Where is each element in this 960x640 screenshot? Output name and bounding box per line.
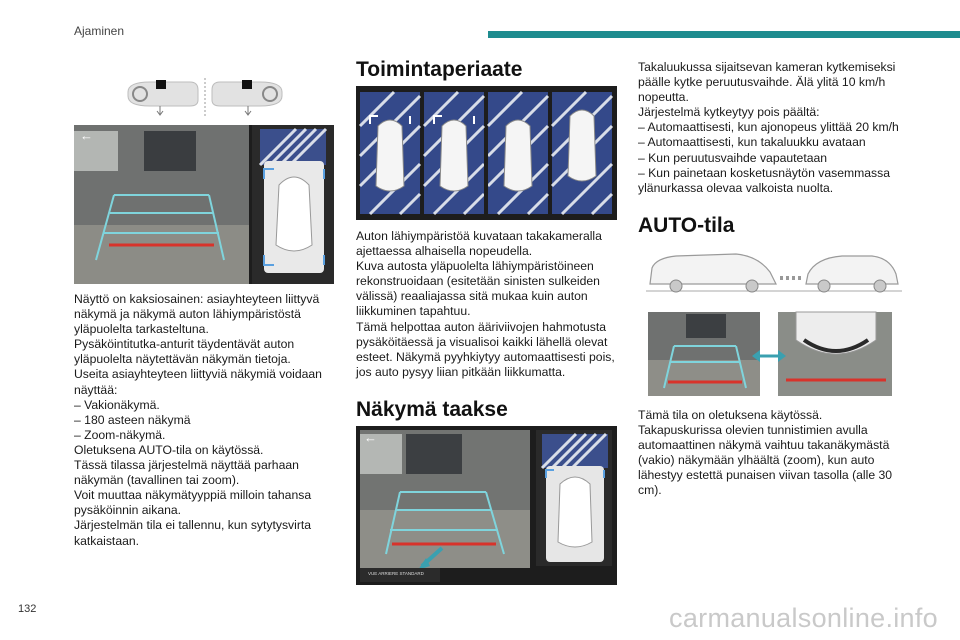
text-line: Kuva autosta yläpuolelta lähiympäristöineen [356, 259, 594, 274]
text-line: Voit muuttaa näkymätyyppiä milloin tahansa [74, 488, 312, 503]
text-line: esteet. Näkymä pyyhkiytyy automaattisesti pois, [356, 349, 615, 364]
col1-text [74, 292, 322, 549]
text-line: Järjestelmä kytkeytyy pois päältä: [638, 105, 820, 120]
rear-view-screen [356, 426, 617, 585]
text-line: Takapuskurissa olevien tunnistimien avulla [638, 423, 868, 438]
text-line: automaattinen näkymä vaihtuu takanäkymästä [638, 438, 890, 453]
text-line: lähestyy estettä punaisen viivan tasolla (alle 30 [638, 468, 893, 483]
text-line: (vakio) näkymään ylhäältä (zoom), kun auto [638, 453, 875, 468]
back-arrow-icon[interactable]: ← [80, 128, 93, 143]
text-line: nopeutta. [638, 90, 689, 105]
text-line: – Zoom-näkymä. [74, 427, 166, 442]
cars-approaching-illustration [646, 248, 902, 294]
auto-mode-screens [646, 310, 894, 398]
heading-toimintaperiaate: Toimintaperiaate [356, 58, 523, 81]
text-line: päälle kytke peruutusvaihde. Älä ylitä 10 km/h [638, 75, 886, 90]
text-line: Takaluukussa sijaitsevan kameran kytkemiseksi [638, 60, 896, 74]
text-line: – Vakionäkymä. [74, 397, 160, 412]
header-accent-bar [488, 31, 960, 38]
text-line: näkymä ja näkymä auton lähiympäristöstä [74, 307, 301, 322]
heading-auto-tila: AUTO-tila [638, 214, 735, 237]
text-line: katkaistaan. [74, 533, 140, 548]
text-line: rekonstruoidaan (esitetään sinisten sulkeiden [356, 274, 600, 289]
text-line: näkymän (tavallinen tai zoom). [74, 473, 240, 488]
text-line: pysäköinnin aikana. [74, 503, 182, 518]
watermark: carmanualsonline.info [669, 603, 938, 633]
text-line: Auton lähiympäristöä kuvataan takakameralla [356, 229, 602, 243]
text-line: – Kun painetaan kosketusnäytön vasemmassa [638, 165, 891, 180]
camera-screen-split [74, 125, 334, 284]
page-number: 132 [18, 603, 37, 615]
text-line: näyttää: [74, 382, 118, 397]
text-line: pysäköitäessä ja visualisoi kaikki lähellä olevat [356, 334, 608, 349]
text-line: Tämä tila on oletuksena käytössä. [638, 408, 823, 422]
text-line: yläpuolelta tarkasteltuna. [74, 322, 209, 337]
text-line: Näyttö on kaksiosainen: asiayhteyteen liittyvä [74, 292, 320, 306]
text-line: – Automaattisesti, kun ajonopeus ylittää 20 km/h [638, 120, 899, 135]
back-arrow-icon[interactable]: ← [364, 430, 377, 445]
text-line: ylänurkassa olevaa valkoista nuolta. [638, 180, 834, 195]
text-line: Useita asiayhteyteen liittyviä näkymiä voidaan [74, 367, 322, 382]
screen-mode-label: VUE ARRIERE STANDARD [368, 571, 424, 576]
text-line: Tämä helpottaa auton ääriviivojen hahmotusta [356, 319, 606, 334]
text-line: jos auto pysyy liian pitkään liikkumatta. [356, 364, 566, 379]
text-line: Pysäköintitutka-anturit täydentävät auton [74, 337, 295, 352]
overhead-sequence-figure [356, 86, 617, 220]
text-line: ajettaessa alhaisella nopeudella. [356, 244, 533, 259]
text-line: – Kun peruutusvaihde vapautetaan [638, 150, 828, 165]
text-line: liikkuminen tapahtuu. [356, 304, 471, 319]
col2-text [356, 229, 615, 380]
text-line: välissä) reaaliajassa sitä mukaa kuin auton [356, 289, 588, 304]
heading-nakyma-taakse: Näkymä taakse [356, 398, 508, 421]
mirror-camera-icon [120, 74, 290, 120]
section-title: Ajaminen [74, 24, 125, 38]
text-line: – 180 asteen näkymä [74, 412, 191, 427]
col3-text-top [638, 60, 899, 196]
text-line: – Automaattisesti, kun takaluukku avataan [638, 135, 866, 150]
text-line: Järjestelmän tila ei tallennu, kun sytytysvirta [74, 518, 312, 533]
col3-text-bottom [638, 408, 892, 499]
text-line: cm). [638, 483, 662, 498]
text-line: Oletuksena AUTO-tila on käytössä. [74, 442, 264, 457]
text-line: yläpuolelta näytettävän näkymän tietoja. [74, 352, 291, 367]
text-line: Tässä tilassa järjestelmä näyttää parhaan [74, 458, 299, 473]
